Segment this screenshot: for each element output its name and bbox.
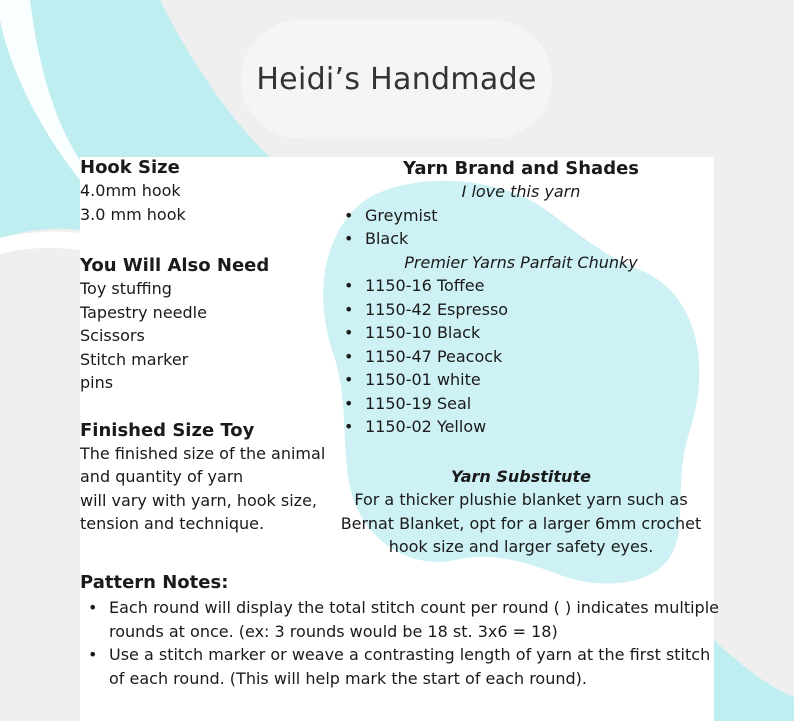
substitute-line: hook size and larger safety eyes. <box>388 537 654 556</box>
also-need-section <box>80 255 340 395</box>
yarn-substitute-heading: Yarn Substitute <box>451 466 591 486</box>
yarn-heading: Yarn Brand and Shades <box>402 158 640 179</box>
yarn-brand-1-list <box>335 204 707 251</box>
finished-size-line: and quantity of yarn <box>80 467 244 486</box>
list-item: • 1150-16 Toffee <box>335 274 707 298</box>
need-item: Toy stuffing <box>80 279 172 298</box>
title-pill <box>241 20 552 139</box>
pattern-notes-heading: Pattern Notes: <box>80 572 229 593</box>
yarn-substitute-section <box>335 465 707 559</box>
pattern-notes-list <box>80 596 720 690</box>
need-item: Tapestry needle <box>80 302 207 322</box>
hook-item: 4.0mm hook <box>80 181 181 200</box>
finished-size-section <box>80 420 340 536</box>
bottom-right-swoosh-shape <box>714 640 794 721</box>
yarn-brand-1: I love this yarn <box>461 182 581 201</box>
left-column <box>80 157 340 536</box>
list-item: • Black <box>335 227 707 251</box>
finished-size-heading: Finished Size Toy <box>80 419 255 441</box>
list-item: • Greymist <box>335 204 707 228</box>
hook-size-section <box>80 157 340 226</box>
list-item: • 1150-02 Yellow <box>335 415 707 439</box>
list-item: • Use a stitch marker or weave a contrasting length of yarn at the first stitch of each round. (This will help mark the start of each round). <box>80 643 720 690</box>
list-item: • 1150-42 Espresso <box>335 298 707 322</box>
list-item: • 1150-47 Peacock <box>335 345 707 369</box>
substitute-line: Bernat Blanket, opt for a larger 6mm crochet <box>340 513 702 533</box>
yarn-brand-2: Premier Yarns Parfait Chunky <box>404 252 638 272</box>
hook-size-heading: Hook Size <box>80 157 180 178</box>
finished-size-line: The finished size of the animal <box>80 443 326 463</box>
pattern-notes-section <box>80 572 720 690</box>
need-item: Stitch marker <box>80 349 189 369</box>
finished-size-line: tension and technique. <box>80 514 265 533</box>
left-mid-band-shape <box>0 232 80 254</box>
need-item: Scissors <box>80 326 145 345</box>
finished-size-line: will vary with yarn, hook size, <box>80 490 318 510</box>
list-item: • 1150-10 Black <box>335 321 707 345</box>
right-column <box>335 157 707 559</box>
substitute-line: For a thicker plushie blanket yarn such as <box>354 490 688 509</box>
list-item: • Each round will display the total stitch count per round ( ) indicates multiple rounds at once. (ex: 3 rounds would be 18 st. 3x6 = 18) <box>80 596 720 643</box>
hook-item: 3.0 mm hook <box>80 204 186 224</box>
need-item: pins <box>80 373 114 392</box>
list-item: • 1150-01 white <box>335 368 707 392</box>
list-item: • 1150-19 Seal <box>335 392 707 416</box>
also-need-heading: You Will Also Need <box>80 255 270 276</box>
yarn-brand-2-list <box>335 274 707 439</box>
page-title: Heidi’s Handmade <box>256 62 537 97</box>
